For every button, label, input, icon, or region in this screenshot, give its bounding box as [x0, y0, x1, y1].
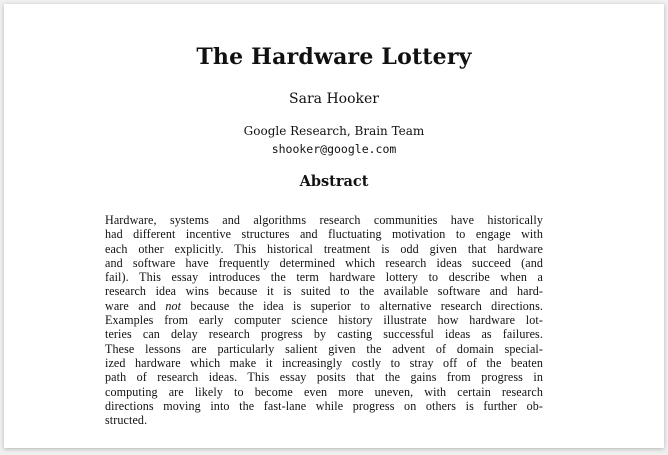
abstract-line: fail). This essay introduces the term hardware lottery to describe when a: [105, 270, 543, 285]
author-name: Sara Hooker: [289, 91, 379, 107]
paper-page: [4, 4, 664, 448]
abstract-line: path of research ideas. This essay posits that the gains from progress in: [105, 370, 543, 385]
abstract-text-run: ware and: [105, 298, 166, 313]
abstract-line: structed.: [105, 413, 148, 428]
abstract-heading: Abstract: [299, 173, 369, 190]
abstract-line: each other explicitly. This historical treatment is odd given that hardware: [105, 241, 543, 256]
abstract-line: directions moving into the fast-lane while progress on others is further ob-: [105, 398, 543, 413]
abstract-text-run: because the idea is superior to alternative research directions.: [181, 298, 543, 313]
paper-title: The Hardware Lottery: [196, 44, 472, 70]
abstract-line: teries can delay research progress by casting successful ideas as failures.: [105, 327, 543, 342]
abstract-text: [105, 213, 543, 427]
abstract-line: and software have frequently determined which research ideas succeed (and: [105, 255, 543, 270]
abstract-line: These lessons are particularly salient given the advent of domain special-: [105, 341, 543, 356]
abstract-line: had different incentive structures and fluctuating motivation to engage with: [105, 227, 543, 242]
abstract-line: research idea wins because it is suited to the available software and hard-: [105, 284, 543, 299]
abstract-line: Examples from early computer science history illustrate how hardware lot-: [105, 313, 543, 328]
abstract-line: Hardware, systems and algorithms research communities have historically: [105, 213, 543, 227]
abstract-line: computing are likely to become even more uneven, with certain research: [105, 384, 543, 399]
author-affiliation: Google Research, Brain Team: [243, 124, 425, 138]
abstract-emphasis: not: [165, 298, 182, 313]
author-email: shooker@google.com: [271, 142, 397, 156]
abstract-line: ized hardware which make it increasingly costly to stray off of the beaten: [105, 355, 543, 370]
abstract-line: [105, 299, 543, 313]
